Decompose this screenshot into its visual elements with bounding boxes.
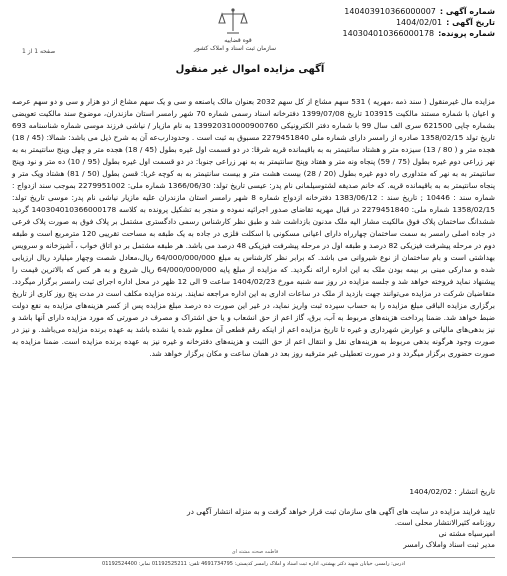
file-number-row bbox=[325, 28, 495, 39]
page-number: صفحه 1 از 1 bbox=[22, 48, 56, 55]
ad-number: 140403910366000007 bbox=[344, 7, 436, 16]
ad-title: آگهی مزایده اموال غیر منقول bbox=[175, 64, 325, 75]
file-number: 140304010366000178 bbox=[342, 29, 435, 38]
judiciary-emblem-icon bbox=[216, 6, 250, 36]
ad-meta bbox=[325, 6, 495, 39]
org-name: قوه قضاییه bbox=[224, 37, 252, 44]
signature-line-1: تایید فرایند مزایده در سایت های آگهی های سازمان ثبت قرار خواهد گرفت و به منزله انتشار آگهی در bbox=[187, 507, 495, 516]
ad-body: مزایده مال غیرمنقول ( سند ذمه ،مهریه ) 531 سهم مشاع از کل سهم 2032 بعنوان مالک یاصنعه و سی و یک سهم مشاع از دو هزار و سی و دو سهم عرصه و اعیان با شماره مستند مالکیت 103915 تاریخ 1399/07/08 دفترخانه اسناد رسمی شماره 70 شهر رامسر استان مازندران، موضوع سند مالکیت تعویضی بشماره چاپی 621500 سری الف سال 99 با شماره دفتر الکترونیکی 139920310000900760 به نام مازیار / نیاشی فرزند موسی شماره شناسنامه 693 تاریخ تولد 1358/02/15 صادره از رامسر دارای شماره ملی 2279451840 مسبوق به ثبت است . وحدودارب‌عه آن به شرح ذیل می باشد: شمالا: (45 / 18) هجده متر و ( 80 / 13) سیزده متر و هشتاد سانتیمتر به به باقیمانده قریه شرقا: در دو قسمت اول غیره بطول (45 / 18) هجده متر و چهل وپنج سانتیمتر به به نهر زراعی دوم غیره بطول (75 / 59) پنجاه ونه متر و هفتاد وپنج سانتیمتر به به نهر زراعی جنوبا: در دو قسمت اول غیره بطول (95 / 10) ده متر و نود وپنج سانتیمتر به به نهر که متداوری راه دوم غیره بطول (20 / 28) بیست هشت متر و بیست سانتیمتر به به کوچه غربا: قسن بطول (50 / 81) هشتاد ویک متر و پنجاه سانتیمتر به به باقیمانده قریه. که خانم صدیقه لشتوسیلمانی نام پدر: عیسی تاریخ تولد: 1366/06/30 شماره ملی: 2279951002 بموجب سند ازدواج : شماره سند : 10446 ; تاریخ سند : 1383/06/12 دفترخانه ازدواج شماره 8 شهر رامسر استان مازندران علیه مازیار نیاشی نام پدر: موسی تاریخ تولد: 1358/02/15 شماره ملی: 2279451840 در قبال مهریه تقاضای صدور اجرائیه نموده و منجر به تشکیل پرونده به کلاسه 140304010366000178 گردید ششدانگ ساختمان پلاک فوق مالکیت مشار الیه ملک مدنون بازداشت شد و طبق نظر کارشناس رسمی دادگستری مشتمل بر پلاک فوق به صورت پلاک فرعی در جاده اصلی رامسر به سمت ساختمان چهارراه دارای اعیانی مسکونی با اسکلت فلزی در جاده به یک طبقه به مساحت تقریبی 120 مترمربع است و طبقه دوم در مرحله پیشرفت فیزیکی 82 درصد و طبقه اول در مرحله پیشرفت فیزیکی 48 درصد می باشد. هر طبقه مشتمل بر دو اتاق خواب ، آشپزخانه و سرویس بهداشتی است و بام ساختمان از نوع شیروانی می باشد. که برابر نظر کارشناس به مبلغ 64/000/000/000 ریال،معادل شصت وچهار میلیارد ریال ارزیابی شده و مدارکی مبنی بر بیمه بودن ملک به این اداره ارائه نگردید. که مزایده از مبلغ پایه 64/000/000/000 ریال شروع و به هر کس که بالاترین قیمت را پیشنهاد نماید فروخته خواهد شد و جلسه مزایده در روز سه شنبه مورخ 1404/02/23 ساعت 9 الی 12 ظهر در محل اداره اجرای ثبت رامسر برگزار میگردد. متقاضیان شرکت در مزایده می‌توانند جهت بازدید از ملک در ساعات اداری به این اداره مراجعه نمایند. برنده مزایده مکلف است در مدت پنج روز کاری از تاریخ برگزاری مزایده الباقی مبلغ مزایده را به حساب سپرده ثبت واریز نماید، در غیر این صورت ده درصد مبلغ مزایده پس از کسر هزینه‌های مزایده به نفع دولت ضبط خواهد شد. ضمنا پرداخت هزینه‌های مربوط به آب، برق، گاز اعم از حق انشعاب و یا حق اشتراک و مصرف در صورتی که مورد مزایده دارای آنها باشد و نیز بدهی‌های مالیاتی و عوارض شهرداری و غیره تا تاریخ مزایده اعم از اینکه رقم قطعی آن معلوم شده یا نشده باشد به عهده برنده مزایده می‌باشد. و نیز در صورت وجود هرگونه بدهی مربوط به هزینه‌های نقل و انتقال اعم از حق الثبت و هزینه‌های دفترخانه و غیره نیز به عهده برنده مزایده است. ضمنا مزایده به صورت حضوری برگزار میگردد و در صورت تعطیلی غیر مترقبه روز بعد در همان ساعت و مکان برگزار خواهد شد. bbox=[12, 97, 496, 358]
file-number-label: شماره پرونده: bbox=[438, 29, 495, 38]
footer-divider bbox=[12, 557, 495, 558]
publish-date: تاریخ انتشار : 1404/02/02 bbox=[409, 487, 495, 496]
ad-date-row bbox=[325, 17, 495, 28]
ad-date-label: تاریخ آگهی : bbox=[446, 18, 495, 27]
signature-line-2: روزنامه کثیرالانتشار محلی است. bbox=[394, 518, 495, 527]
signatory-name: امیرسیاه مشته نی bbox=[438, 529, 495, 538]
signature-block bbox=[187, 506, 495, 550]
signatory-title: مدیر ثبت اسناد واملاک رامسر bbox=[403, 540, 495, 549]
ad-number-row bbox=[325, 6, 495, 17]
footer-contact: آدرس: رامسر، خیابان شهید دکتر بهشتی، اداره ثبت اسناد و املاک رامسر کدپستی: 4691734795 تلفن: 01192525211 نمابر: 01192524400 bbox=[102, 561, 405, 567]
org-subtitle: سازمان ثبت اسناد و املاک کشور bbox=[193, 45, 277, 52]
ad-date: 1404/02/01 bbox=[395, 18, 443, 27]
ad-number-label: شماره آگهی : bbox=[439, 7, 495, 16]
stamp-name: فاطمه صحنه مشته ای bbox=[231, 549, 279, 555]
